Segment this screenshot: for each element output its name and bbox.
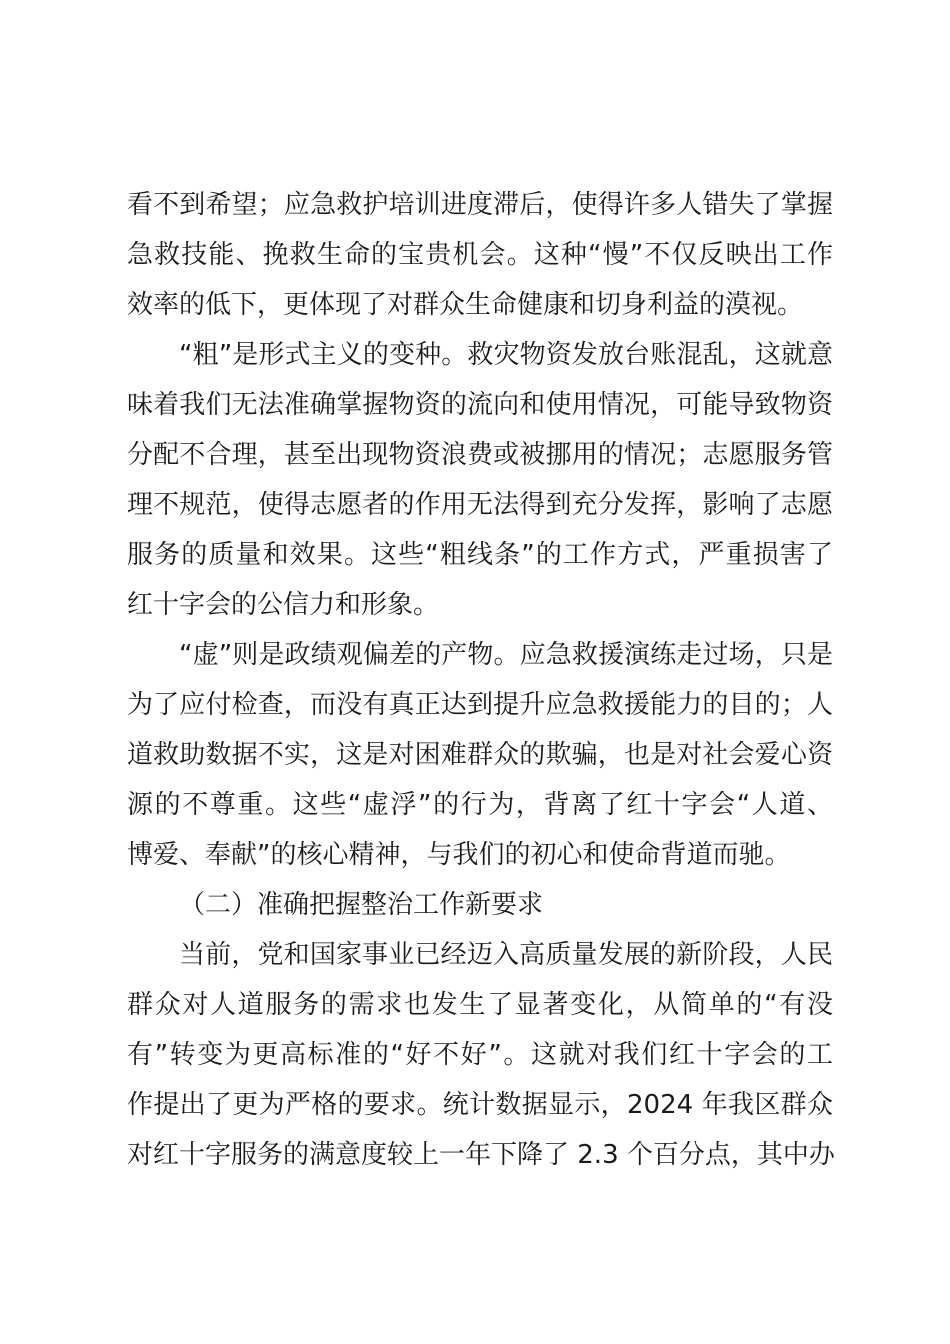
- paragraph-end-line: 博爱、奉献”的核心精神，与我们的初心和使命背道而驰。: [127, 840, 791, 870]
- paragraph-first-line: “虚”则是政绩观偏差的产物。应急救援演练走过场，只是: [179, 640, 833, 670]
- paragraph-first-line: 当前，党和国家事业已经迈入高质量发展的新阶段，人民: [179, 940, 833, 970]
- text-line: 服务的质量和效果。这些“粗线条”的工作方式，严重损害了: [127, 540, 833, 570]
- text-line: 急救技能、挽救生命的宝贵机会。这种“慢”不仅反映出工作: [127, 240, 833, 270]
- text-line: 为了应付检查，而没有真正达到提升应急救援能力的目的；人: [127, 690, 833, 720]
- text-line: 看不到希望；应急救护培训进度滞后，使得许多人错失了掌握: [127, 190, 833, 220]
- text-line: 味着我们无法准确掌握物资的流向和使用情况，可能导致物资: [127, 390, 833, 420]
- paragraph-end-line: 效率的低下，更体现了对群众生命健康和切身利益的漠视。: [127, 290, 804, 320]
- text-line: 道救助数据不实，这是对困难群众的欺骗，也是对社会爱心资: [127, 740, 833, 770]
- text-line: 分配不合理，甚至出现物资浪费或被挪用的情况；志愿服务管: [127, 440, 833, 470]
- paragraph-first-line: “粗”是形式主义的变种。救灾物资发放台账混乱，这就意: [179, 340, 833, 370]
- paragraph-end-line: 红十字会的公信力和形象。: [127, 590, 440, 620]
- section-heading: （二）准确把握整治工作新要求: [179, 890, 544, 920]
- text-line: 理不规范，使得志愿者的作用无法得到充分发挥，影响了志愿: [127, 490, 833, 520]
- text-line: 对红十字服务的满意度较上一年下降了 2.3 个百分点，其中办: [127, 1140, 835, 1170]
- text-line: 作提出了更为严格的要求。统计数据显示，2024 年我区群众: [127, 1090, 833, 1120]
- text-line: 有”转变为更高标准的“好不好”。这就对我们红十字会的工: [127, 1040, 833, 1070]
- text-line: 源的不尊重。这些“虚浮”的行为，背离了红十字会“人道、: [127, 790, 833, 820]
- text-line: 群众对人道服务的需求也发生了显著变化，从简单的“有没: [127, 990, 833, 1020]
